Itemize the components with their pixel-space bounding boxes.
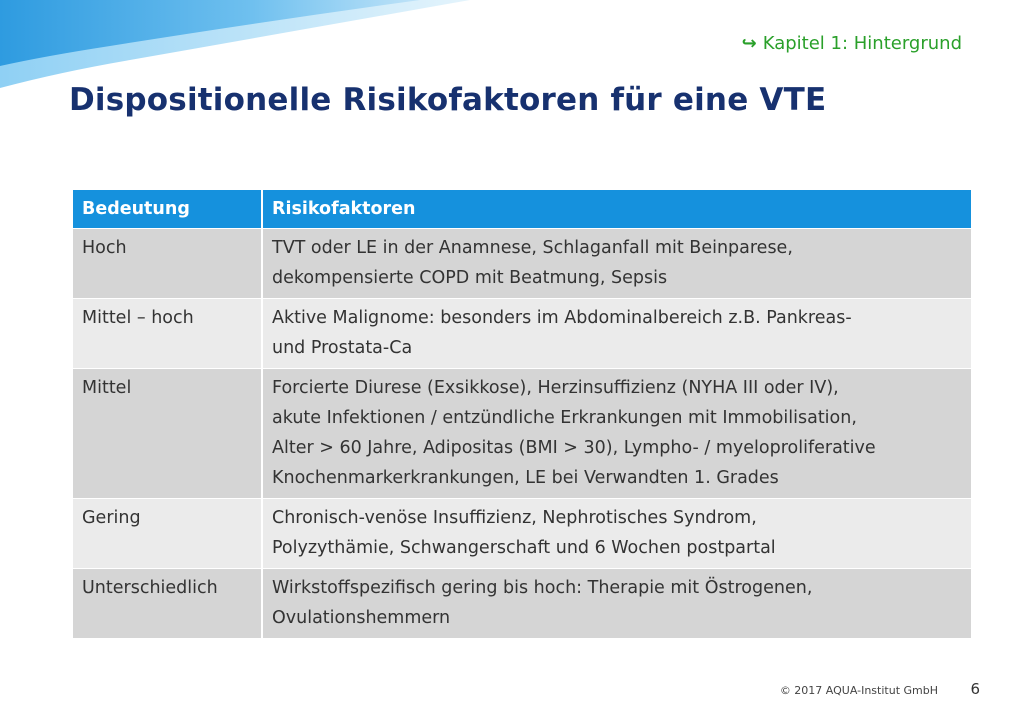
factor-line: Wirkstoffspezifisch gering bis hoch: Therapie mit Östrogenen,: [272, 578, 813, 598]
row-factors: [262, 229, 971, 299]
row-level: Gering: [73, 499, 262, 569]
copyright-notice: © 2017 AQUA-Institut GmbH: [779, 684, 938, 697]
factor-line: akute Infektionen / entzündliche Erkrankungen mit Immobilisation,: [272, 408, 857, 428]
row-factors: [262, 499, 971, 569]
factor-line: Alter > 60 Jahre, Adipositas (BMI > 30), Lympho- / myeloproliferative: [272, 438, 876, 458]
factor-line: TVT oder LE in der Anamnese, Schlaganfall mit Beinparese,: [272, 238, 793, 258]
row-level: Hoch: [73, 229, 262, 299]
row-factors: [262, 369, 971, 499]
factor-line: Ovulationshemmern: [272, 608, 451, 628]
chapter-indicator: [742, 33, 962, 54]
row-level: Mittel: [73, 369, 262, 499]
risk-factor-table: [73, 190, 971, 638]
factor-line: und Prostata-Ca: [272, 338, 413, 358]
row-factors: [262, 299, 971, 369]
chapter-arrow-icon: ↪: [741, 33, 757, 54]
factor-line: Forcierte Diurese (Exsikkose), Herzinsuffizienz (NYHA III oder IV),: [272, 378, 839, 398]
table-header-row: [73, 190, 971, 229]
factor-line: Polyzythämie, Schwangerschaft und 6 Wochen postpartal: [272, 538, 776, 558]
row-level: Mittel – hoch: [73, 299, 262, 369]
table-row: [73, 569, 971, 639]
page-number: 6: [970, 680, 980, 698]
table-row: [73, 229, 971, 299]
table-row: [73, 499, 971, 569]
factor-line: Aktive Malignome: besonders im Abdominalbereich z.B. Pankreas-: [272, 308, 852, 328]
chapter-label: Kapitel 1: Hintergrund: [762, 33, 962, 54]
factor-line: Chronisch-venöse Insuffizienz, Nephrotisches Syndrom,: [272, 508, 757, 528]
table-row: [73, 369, 971, 499]
header-bedeutung: Bedeutung: [73, 190, 262, 229]
header-risikofaktoren: Risikofaktoren: [262, 190, 971, 229]
row-factors: [262, 569, 971, 639]
slide-title: Dispositionelle Risikofaktoren für eine VTE: [69, 82, 827, 118]
row-level: Unterschiedlich: [73, 569, 262, 639]
table-row: [73, 299, 971, 369]
factor-line: Knochenmarkerkrankungen, LE bei Verwandten 1. Grades: [272, 468, 779, 488]
factor-line: dekompensierte COPD mit Beatmung, Sepsis: [272, 268, 668, 288]
